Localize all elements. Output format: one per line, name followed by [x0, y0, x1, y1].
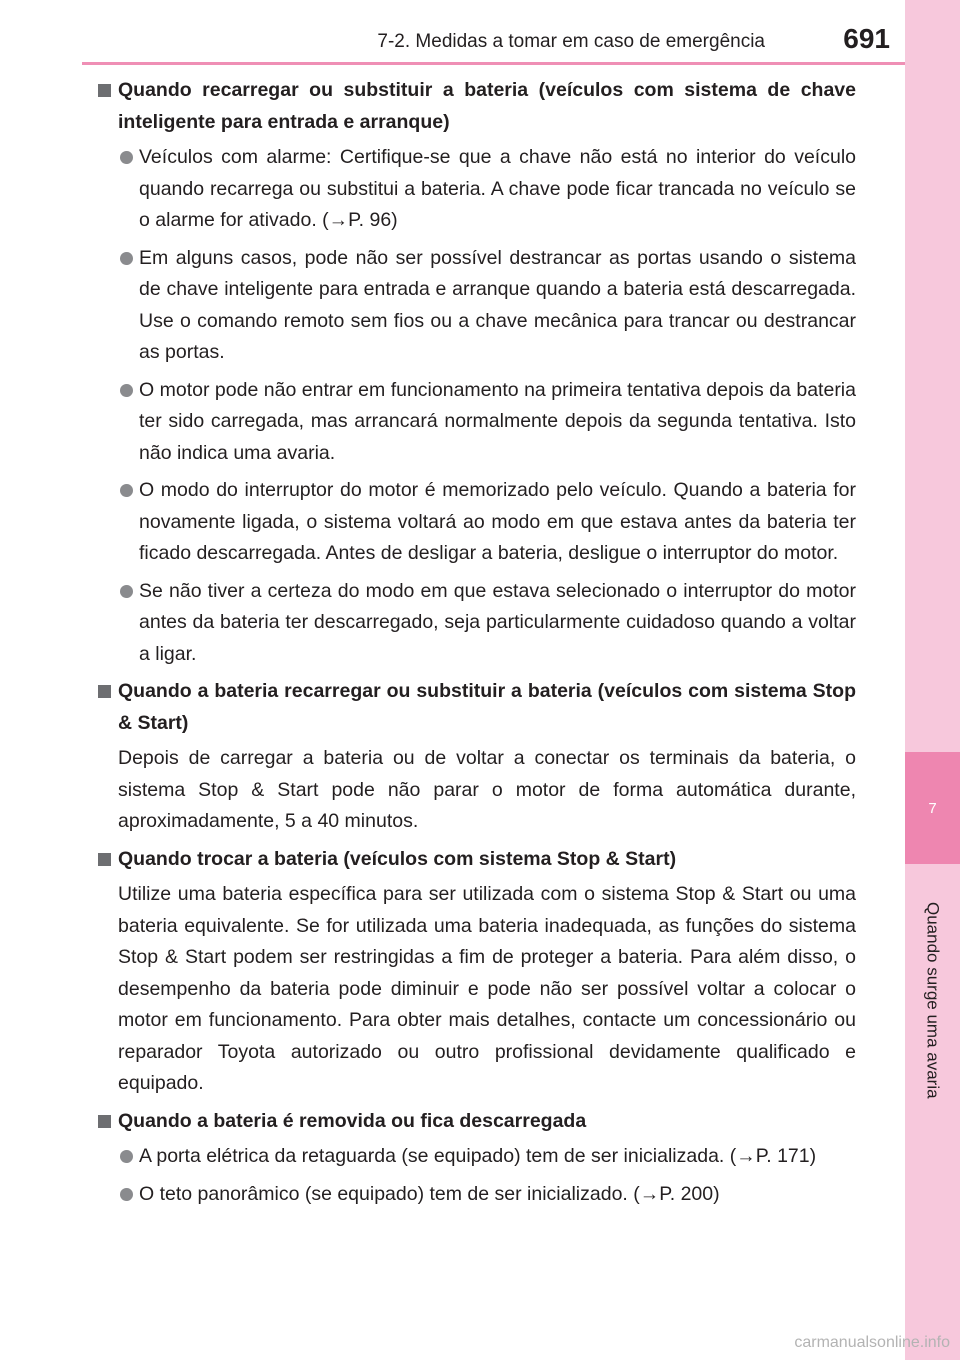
bullet-item: Em alguns casos, pode não ser possível destrancar as portas usando o sistema de chave inteligente para entrada e arranque quando a bateria está descarregada. Use o comando remoto sem fios ou a chave mecânica para trancar ou destrancar as portas.: [96, 243, 856, 369]
section-title: 7-2. Medidas a tomar em caso de emergência: [377, 31, 765, 52]
chapter-title: Quando surge uma avaria: [923, 901, 943, 1099]
bullet-item: A porta elétrica da retaguarda (se equipado) tem de ser inicializada. (→P. 171): [96, 1141, 856, 1173]
section-heading: Quando recarregar ou substituir a bateria (veículos com sistema de chave inteligente para entrada e arranque): [96, 75, 856, 138]
bullet-item: O modo do interruptor do motor é memorizado pelo veículo. Quando a bateria for novamente ligada, o sistema voltará ao modo em que estava antes da bateria ter ficado descarregada. Antes de desligar a bateria, desligue o interruptor do motor.: [96, 475, 856, 570]
section-battery-removed: [96, 1106, 856, 1211]
bullet-item: Veículos com alarme: Certifique-se que a chave não está no interior do veículo quando recarrega ou substitui a bateria. A chave pode ficar trancada no veículo se o alarme for ativado. (→P. 96): [96, 142, 856, 237]
page-header: [0, 0, 905, 66]
page-number: 691: [843, 23, 890, 54]
bullet-item: O teto panorâmico (se equipado) tem de ser inicializado. (→P. 200): [96, 1179, 856, 1211]
chapter-side-tab: [905, 0, 960, 1360]
header-rule: [82, 62, 905, 65]
watermark: carmanualsonline.info: [794, 1334, 950, 1351]
bullet-item: O motor pode não entrar em funcionamento na primeira tentativa depois da bateria ter sido carregada, mas arrancará normalmente depois da segunda tentativa. Isto não indica uma avaria.: [96, 375, 856, 470]
section-replace-stop-start: [96, 844, 856, 1100]
section-heading: Quando trocar a bateria (veículos com sistema Stop & Start): [96, 844, 856, 876]
chapter-number-box: [905, 752, 960, 864]
chapter-number: 7: [928, 799, 937, 817]
section-heading: Quando a bateria é removida ou fica descarregada: [96, 1106, 856, 1138]
section-battery-smart-key: [96, 75, 856, 670]
page-content: [96, 75, 856, 1216]
section-paragraph: Depois de carregar a bateria ou de voltar a conectar os terminais da bateria, o sistema Stop & Start pode não parar o motor de forma automática durante, aproximadamente, 5 a 40 minutos.: [118, 747, 856, 832]
section-recharge-stop-start: [96, 676, 856, 838]
bullet-item: Se não tiver a certeza do modo em que estava selecionado o interruptor do motor antes da bateria ter descarregado, seja particularmente cuidadoso quando a voltar a ligar.: [96, 576, 856, 671]
section-heading: Quando a bateria recarregar ou substituir a bateria (veículos com sistema Stop & Start): [96, 676, 856, 739]
chapter-title-area: [905, 870, 960, 1130]
section-paragraph: Utilize uma bateria específica para ser utilizada com o sistema Stop & Start ou uma bateria equivalente. Se for utilizada uma bateria inadequada, as funções do sistema Stop & Start podem ser restringidas a fim de proteger a bateria. Para além disso, o desempenho da bateria pode diminuir e pode não ser possível voltar a colocar o motor em funcionamento. Para obter mais detalhes, contacte um concessionário ou reparador Toyota autorizado ou outro profissional devidamente qualificado e equipado.: [118, 883, 856, 1094]
